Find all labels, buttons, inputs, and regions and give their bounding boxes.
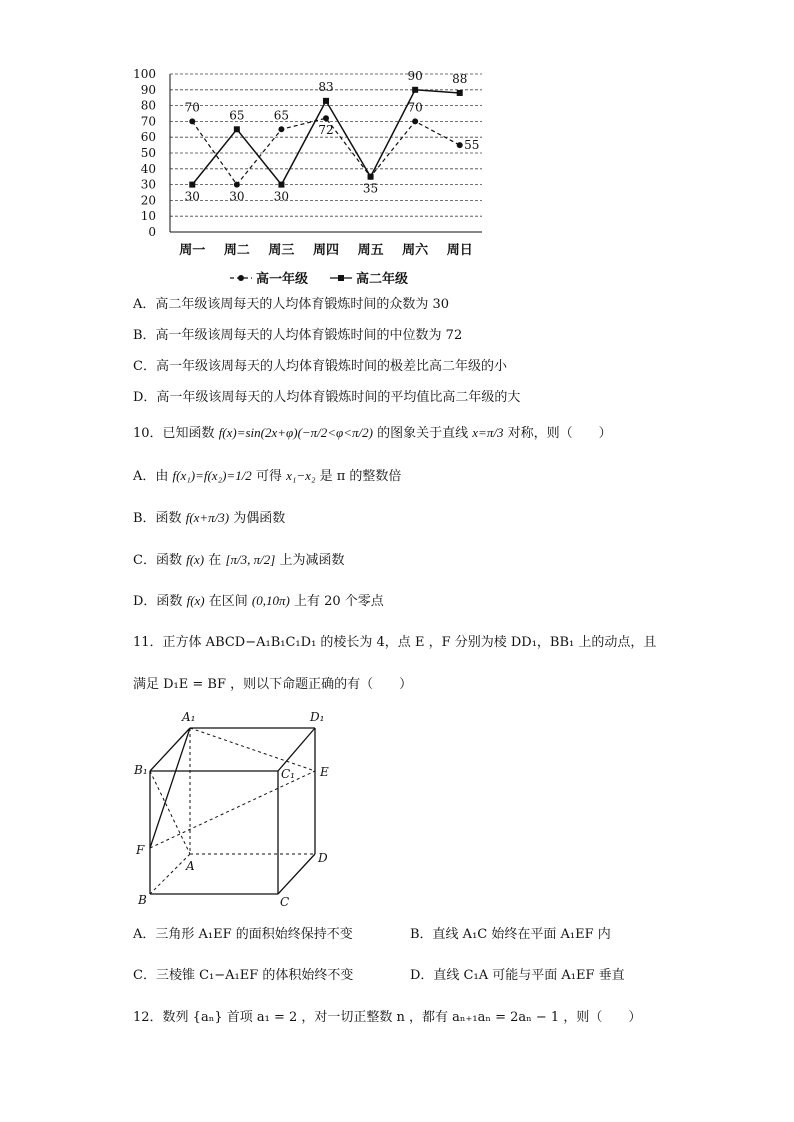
x-tick-label: 周日 xyxy=(446,243,473,258)
q10-stem-line: x=π/3 xyxy=(472,425,504,440)
x-tick-label: 周五 xyxy=(357,243,384,258)
y-tick-label: 60 xyxy=(140,130,156,145)
q10-stem-formula: f(x)=sin(2x+φ)(−π/2<φ<π/2) xyxy=(218,425,373,440)
q9-option-d: D．高一年级该周每天的人均体育锻炼时间的平均值比高二年级的大 xyxy=(133,390,521,405)
label-a: A xyxy=(186,859,195,873)
y-tick-label: 70 xyxy=(140,114,156,129)
data-label: 70 xyxy=(184,100,200,115)
label-c: C xyxy=(280,895,290,909)
q11-option-c: C．三棱锥 C₁−A₁EF 的体积始终不变 xyxy=(133,968,354,983)
q10-stem xyxy=(133,424,612,443)
label-d: D xyxy=(318,851,328,865)
legend-marker xyxy=(338,275,344,281)
q10-c-formula: f(x) xyxy=(186,552,205,567)
y-tick-label: 80 xyxy=(140,98,156,113)
x-tick-label: 周三 xyxy=(268,243,295,258)
q10-option-b xyxy=(133,509,285,528)
q11-option-b: B．直线 A₁C 始终在平面 A₁EF 内 xyxy=(410,927,611,942)
data-label: 65 xyxy=(273,108,290,123)
legend-label: 高二年级 xyxy=(356,272,409,284)
edge-d1c1 xyxy=(278,728,315,771)
edge-dc xyxy=(278,854,315,894)
q10-a-mid: 可得 xyxy=(255,469,282,484)
q10-stem-prefix: 10．已知函数 xyxy=(133,426,215,441)
q10-stem-suffix: 对称，则（ ） xyxy=(507,426,612,441)
label-b: B xyxy=(138,893,147,907)
data-point xyxy=(234,126,240,132)
q10-option-a xyxy=(133,467,401,486)
q9-option-a: A．高二年级该周每天的人均体育锻炼时间的众数为 30 xyxy=(133,297,450,312)
q11-option-d: D．直线 C₁A 可能与平面 A₁EF 垂直 xyxy=(410,968,625,983)
data-point xyxy=(412,118,418,124)
y-tick-label: 50 xyxy=(140,146,156,160)
q10-b-tail: 为偶函数 xyxy=(233,511,286,526)
q10-d-tail: 上有 20 个零点 xyxy=(293,594,384,609)
label-d1: D₁ xyxy=(310,710,325,724)
data-label: 30 xyxy=(184,189,200,204)
label-a1: A₁ xyxy=(182,710,196,724)
data-label: 72 xyxy=(318,123,334,138)
edge-ab-hidden xyxy=(150,854,190,894)
q11-stem-line1: 11．正方体 ABCD−A₁B₁C₁D₁ 的棱长为 4，点 E ，F 分别为棱 DD₁，BB₁ 上的动点，且 xyxy=(133,635,657,650)
q10-stem-middle: 的图象关于直线 xyxy=(377,426,469,441)
q10-option-d xyxy=(133,592,384,611)
q10-a-tail: 是 π 的整数倍 xyxy=(319,469,402,484)
q10-c-mid: 在 xyxy=(208,553,222,568)
data-point xyxy=(323,98,329,104)
data-label: 55 xyxy=(464,138,480,153)
segment-b1a-hidden xyxy=(150,771,190,854)
x-tick-label: 周六 xyxy=(402,243,429,258)
q10-b-formula: f(x+π/3) xyxy=(185,510,230,525)
cube-figure xyxy=(130,706,350,911)
q10-d-mid: 在区间 xyxy=(208,594,248,609)
x-tick-label: 周四 xyxy=(312,243,340,258)
y-tick-label: 40 xyxy=(140,161,156,176)
q11-stem-line2: 满足 D₁E = BF ，则以下命题正确的有（ ） xyxy=(133,677,413,692)
data-label: 30 xyxy=(229,189,245,204)
line-chart-svg xyxy=(120,64,500,284)
q10-c-formula2: [π/3, π/2] xyxy=(225,552,276,567)
x-tick-label: 周二 xyxy=(223,243,250,258)
y-tick-label: 100 xyxy=(133,67,156,81)
segment-a1f xyxy=(150,728,190,848)
data-point xyxy=(189,118,195,124)
data-point xyxy=(278,182,284,188)
data-label: 70 xyxy=(407,100,423,115)
q10-a-label: A．由 xyxy=(133,469,169,484)
y-tick-label: 10 xyxy=(140,209,156,224)
data-label: 30 xyxy=(273,189,290,204)
q10-d-label: D．函数 xyxy=(133,594,183,609)
data-point xyxy=(278,126,284,132)
q9-option-b: B．高一年级该周每天的人均体育锻炼时间的中位数为 72 xyxy=(133,328,463,343)
data-point xyxy=(368,174,374,180)
q10-c-tail: 上为减函数 xyxy=(279,553,345,568)
q11-option-a: A．三角形 A₁EF 的面积始终保持不变 xyxy=(133,927,353,942)
segment-fe xyxy=(150,771,315,848)
data-point xyxy=(323,115,329,121)
label-c1: C₁ xyxy=(281,767,295,781)
data-point xyxy=(234,182,240,188)
legend-marker xyxy=(238,275,244,281)
y-tick-label: 0 xyxy=(148,225,156,239)
q10-c-label: C．函数 xyxy=(133,553,182,568)
data-label: 65 xyxy=(229,108,245,123)
q9-option-c: C．高一年级该周每天的人均体育锻炼时间的极差比高二年级的小 xyxy=(133,359,507,374)
data-label: 83 xyxy=(318,79,334,94)
x-tick-label: 周一 xyxy=(179,243,206,258)
data-point xyxy=(412,87,418,93)
data-point xyxy=(457,90,463,96)
legend-label: 高一年级 xyxy=(256,272,309,284)
y-tick-label: 20 xyxy=(140,193,156,208)
data-point xyxy=(457,142,463,148)
q10-a-formula2: x₁−x₂ xyxy=(286,468,316,483)
y-tick-label: 90 xyxy=(140,82,156,97)
q10-option-c xyxy=(133,551,344,570)
label-e: E xyxy=(320,765,329,779)
q10-d-formula2: (0,10π) xyxy=(251,593,290,608)
data-label: 88 xyxy=(452,71,468,86)
y-tick-label: 30 xyxy=(140,177,156,192)
line-chart xyxy=(120,64,500,284)
label-b1: B₁ xyxy=(134,763,148,777)
data-label: 35 xyxy=(362,181,379,196)
label-f: F xyxy=(136,843,145,857)
data-label: 90 xyxy=(407,68,423,83)
q10-b-label: B．函数 xyxy=(133,511,182,526)
q12-stem: 12．数列 {aₙ} 首项 a₁ = 2 ，对一切正整数 n ，都有 aₙ₊₁aₙ = 2aₙ − 1 ，则（ ） xyxy=(133,1010,642,1025)
data-point xyxy=(189,182,195,188)
edge-b1a1 xyxy=(150,728,190,771)
q10-a-formula: f(x₁)=f(x₂)=1/2 xyxy=(172,468,252,483)
q10-d-formula: f(x) xyxy=(186,593,205,608)
